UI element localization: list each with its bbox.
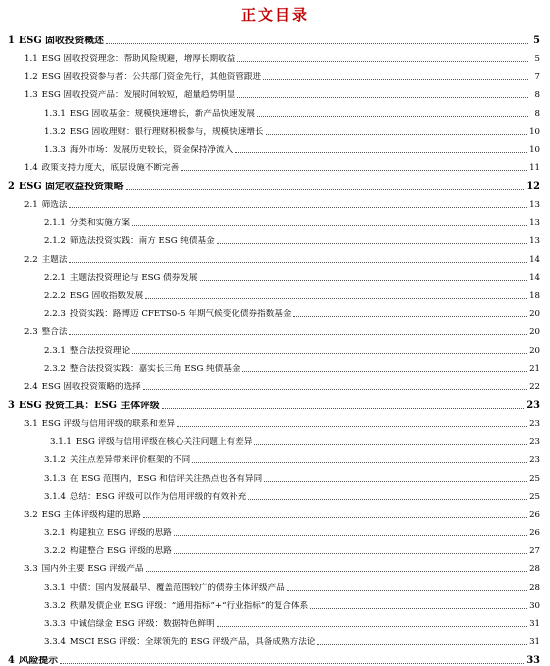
toc-entry[interactable]: [0, 337, 550, 355]
toc-entry-number: 1.3: [24, 90, 38, 101]
toc-page-number: 8: [534, 108, 540, 119]
toc-entry-number: 2.3.1: [44, 345, 66, 356]
toc-entry-number: 3.2: [24, 509, 38, 520]
toc-page-number: 25: [529, 491, 540, 502]
toc-entry[interactable]: [0, 520, 550, 538]
toc-dot-leader: [132, 225, 527, 226]
toc-entry-label: 政策支持力度大，底层设施不断完善: [41, 163, 180, 174]
toc-entry[interactable]: [0, 629, 550, 647]
toc-dot-leader: [287, 590, 527, 591]
toc-entry-number: 2.3: [24, 327, 38, 338]
toc-entry-label: ESG 固收投资策略的选择: [41, 381, 141, 392]
toc-entry-number: 2.1: [24, 200, 38, 211]
toc-page-number: 20: [529, 345, 540, 356]
toc-entry[interactable]: [0, 356, 550, 374]
toc-entry-number: 3.1.1: [50, 437, 72, 448]
toc-page-number: 14: [529, 254, 540, 265]
toc-entry-number: 3.2.1: [44, 528, 66, 539]
toc-entry[interactable]: [0, 429, 550, 447]
toc-page-number: 10: [529, 144, 540, 155]
toc-entry[interactable]: [0, 502, 550, 520]
toc-entry-number: 2.4: [24, 381, 38, 392]
toc-dot-leader: [264, 481, 527, 482]
toc-entry-number: 1: [8, 34, 15, 46]
toc-entry[interactable]: [0, 82, 550, 100]
toc-entry-label: 中债：国内发展最早、覆盖范围较广的债券主体评级产品: [69, 582, 285, 593]
toc-entry-number: 1.3.1: [44, 108, 66, 119]
toc-dot-leader: [143, 517, 527, 518]
toc-entry[interactable]: [0, 137, 550, 155]
toc-entry[interactable]: [0, 647, 550, 666]
toc-page-number: 23: [529, 418, 540, 429]
toc-entry[interactable]: [0, 374, 550, 392]
toc-dot-leader: [181, 170, 527, 171]
toc-entry-number: 1.2: [24, 72, 38, 83]
toc-entry-label: ESG 评级与信用评级的联系和差异: [41, 418, 176, 429]
toc-entry[interactable]: [0, 119, 550, 137]
toc-dot-leader: [162, 408, 525, 409]
toc-entry-label: ESG 评级与信用评级在核心关注问题上有差异: [75, 437, 253, 448]
toc-entry-label: ESG 固收理财：银行理财积极参与，规模快速增长: [69, 126, 264, 137]
toc-entry-label: 主题法投资理论与 ESG 债券发展: [69, 272, 198, 283]
toc-entry[interactable]: [0, 465, 550, 483]
toc-page-number: 27: [529, 546, 540, 557]
toc-dot-leader: [60, 663, 524, 664]
toc-entry-label: 风险提示: [18, 656, 59, 666]
toc-entry-label: ESG 固收投资产品：发展时间较短，超量趋势明显: [41, 90, 236, 101]
toc-page-number: 23: [529, 455, 540, 466]
toc-dot-leader: [235, 152, 527, 153]
toc-page-number: 28: [529, 582, 540, 593]
toc-dot-leader: [146, 571, 528, 572]
toc-entry-label: ESG 投资工具：ESG 主体评级: [18, 400, 160, 411]
toc-entry[interactable]: [0, 265, 550, 283]
toc-dot-leader: [143, 389, 527, 390]
toc-entry-label: 中诚信绿金 ESG 评级：数据特色鲜明: [69, 619, 215, 630]
toc-dot-leader: [174, 553, 527, 554]
toc-entry-label: 整合法: [41, 327, 68, 338]
toc-entry-number: 2.1.1: [44, 218, 66, 229]
toc-entry-label: ESG 固收投资理念：帮助风险规避，增厚长期收益: [41, 53, 236, 64]
toc-entry-label: ESG 固定收益投资策略: [18, 181, 124, 192]
toc-entry-number: 1.4: [24, 163, 38, 174]
toc-entry-label: 筛选法投资实践：南方 ESG 纯债基金: [69, 236, 215, 247]
toc-entry-label: 国内外主要 ESG 评级产品: [41, 564, 144, 575]
toc-entry[interactable]: [0, 64, 550, 82]
toc-page-number: 12: [526, 180, 540, 192]
toc-page-number: 21: [529, 363, 540, 374]
toc-entry[interactable]: [0, 246, 550, 264]
toc-entry-label: 秩鼎发债企业 ESG 评级：“通用指标”+“行业指标”的复合体系: [69, 600, 309, 611]
toc-dot-leader: [145, 298, 527, 299]
toc-entry-label: MSCI ESG 评级：全球领先的 ESG 评级产品，具备成熟方法论: [69, 637, 316, 648]
toc-entry-label: 筛选法: [41, 200, 68, 211]
toc-entry-number: 3.1.4: [44, 491, 66, 502]
toc-page-number: 30: [529, 600, 540, 611]
toc-dot-leader: [106, 43, 528, 44]
toc-page-number: 26: [529, 528, 540, 539]
toc-entry-number: 3.3: [24, 564, 38, 575]
toc-dot-leader: [254, 444, 527, 445]
toc-dot-leader: [69, 262, 527, 263]
toc-page-number: 31: [529, 619, 540, 630]
toc-entry-label: ESG 固收基金：规模快速增长，新产品快速发展: [69, 108, 255, 119]
toc-entry-label: 分类和实施方案: [69, 218, 131, 229]
toc-entry[interactable]: [0, 447, 550, 465]
toc-entry[interactable]: [0, 593, 550, 611]
toc-page-number: 26: [529, 509, 540, 520]
toc-dot-leader: [69, 334, 527, 335]
toc-entry[interactable]: [0, 411, 550, 429]
toc-page-number: 23: [529, 437, 540, 448]
toc-entry-label: 构建整合 ESG 评级的思路: [69, 546, 172, 557]
toc-page-number: 13: [529, 236, 540, 247]
toc-dot-leader: [132, 353, 527, 354]
toc-dot-leader: [192, 462, 527, 463]
toc-entry[interactable]: [0, 611, 550, 629]
toc-entry-number: 3.2.2: [44, 546, 66, 557]
toc-page-number: 13: [529, 218, 540, 229]
toc-entry-label: 在 ESG 范围内，ESG 和信评关注热点也各有异同: [69, 473, 263, 484]
toc-entry-number: 1.1: [24, 53, 38, 64]
toc-page-number: 8: [534, 90, 540, 101]
toc-entry-number: 2.2.2: [44, 291, 66, 302]
toc-entry-label: 构建独立 ESG 评级的思路: [69, 528, 172, 539]
toc-entry-number: 2.3.2: [44, 363, 66, 374]
toc-entry[interactable]: [0, 46, 550, 64]
toc-entry-number: 2.1.2: [44, 236, 66, 247]
toc-dot-leader: [263, 79, 528, 80]
toc-page-number: 13: [529, 200, 540, 211]
toc-page-number: 28: [529, 564, 540, 575]
toc-entry[interactable]: [0, 574, 550, 592]
toc-entry[interactable]: [0, 228, 550, 246]
toc-entry-number: 1.3.3: [44, 144, 66, 155]
toc-title: 正文目录: [240, 6, 309, 24]
toc-entry-number: 3: [8, 399, 15, 411]
toc-dot-leader: [242, 371, 527, 372]
toc-list: [0, 27, 550, 666]
toc-entry-number: 1.3.2: [44, 126, 66, 137]
toc-entry-label: 主题法: [41, 254, 68, 265]
toc-dot-leader: [310, 608, 527, 609]
toc-entry[interactable]: [0, 538, 550, 556]
toc-dot-leader: [293, 316, 527, 317]
toc-dot-leader: [237, 97, 528, 98]
toc-dot-leader: [177, 426, 527, 427]
toc-entry[interactable]: [0, 192, 550, 210]
toc-entry[interactable]: [0, 283, 550, 301]
toc-page-number: 31: [529, 637, 540, 648]
toc-entry-number: 3.1: [24, 418, 38, 429]
toc-entry-number: 2.2.3: [44, 309, 66, 320]
toc-page-number: 18: [529, 291, 540, 302]
toc-entry[interactable]: [0, 210, 550, 228]
toc-dot-leader: [217, 626, 527, 627]
toc-dot-leader: [200, 280, 528, 281]
toc-dot-leader: [69, 207, 527, 208]
toc-page-number: 10: [529, 126, 540, 137]
toc-dot-leader: [126, 189, 525, 190]
toc-entry-label: ESG 固收投资参与者：公共部门资金先行，其他资管跟进: [41, 72, 262, 83]
toc-page-number: 5: [533, 34, 540, 46]
toc-entry[interactable]: [0, 301, 550, 319]
toc-entry[interactable]: [0, 27, 550, 46]
toc-page-number: 20: [529, 309, 540, 320]
toc-page-number: 33: [526, 655, 540, 666]
toc-page-number: 11: [529, 163, 540, 174]
toc-entry-number: 3.3.3: [44, 619, 66, 630]
toc-entry-label: 海外市场：发展历史较长，资金保持净流入: [69, 144, 234, 155]
toc-page-number: 20: [529, 327, 540, 338]
toc-entry-number: 3.3.1: [44, 582, 66, 593]
toc-entry-label: 整合法投资实践：嘉实长三角 ESG 纯债基金: [69, 363, 241, 374]
toc-page-number: 23: [526, 399, 540, 411]
toc-entry-label: 整合法投资理论: [69, 345, 131, 356]
toc-dot-leader: [237, 61, 528, 62]
toc-entry-number: 2.2: [24, 254, 38, 265]
toc-page-number: 7: [534, 72, 540, 83]
toc-entry-number: 2.2.1: [44, 272, 66, 283]
toc-dot-leader: [257, 116, 528, 117]
toc-entry-number: 3.3.2: [44, 600, 66, 611]
toc-page-number: 14: [529, 272, 540, 283]
toc-entry-number: 3.3.4: [44, 637, 66, 648]
toc-entry-number: 4: [8, 655, 15, 666]
toc-dot-leader: [217, 243, 527, 244]
toc-entry[interactable]: [0, 173, 550, 192]
toc-entry-label: 投资实践：路博迈 CFETS0-5 年期气候变化债券指数基金: [69, 309, 292, 320]
toc-dot-leader: [248, 499, 527, 500]
toc-entry[interactable]: [0, 484, 550, 502]
toc-entry[interactable]: [0, 100, 550, 118]
toc-entry-label: 关注点差异带来评价框架的不同: [69, 455, 191, 466]
toc-entry[interactable]: [0, 556, 550, 574]
toc-dot-leader: [317, 644, 527, 645]
toc-entry[interactable]: [0, 155, 550, 173]
toc-entry-label: ESG 固收投资概述: [18, 35, 104, 46]
toc-entry-label: ESG 固收指数发展: [69, 291, 144, 302]
toc-dot-leader: [174, 535, 527, 536]
toc-entry-number: 2: [8, 180, 15, 192]
toc-page-number: 5: [534, 53, 540, 64]
toc-entry[interactable]: [0, 319, 550, 337]
toc-entry[interactable]: [0, 392, 550, 411]
toc-page-number: 25: [529, 473, 540, 484]
toc-page-number: 22: [529, 381, 540, 392]
toc-entry-number: 3.1.2: [44, 455, 66, 466]
toc-entry-number: 3.1.3: [44, 473, 66, 484]
toc-entry-label: ESG 主体评级构建的思路: [41, 509, 141, 520]
toc-dot-leader: [266, 134, 528, 135]
toc-entry-label: 总结：ESG 评级可以作为信用评级的有效补充: [69, 491, 247, 502]
